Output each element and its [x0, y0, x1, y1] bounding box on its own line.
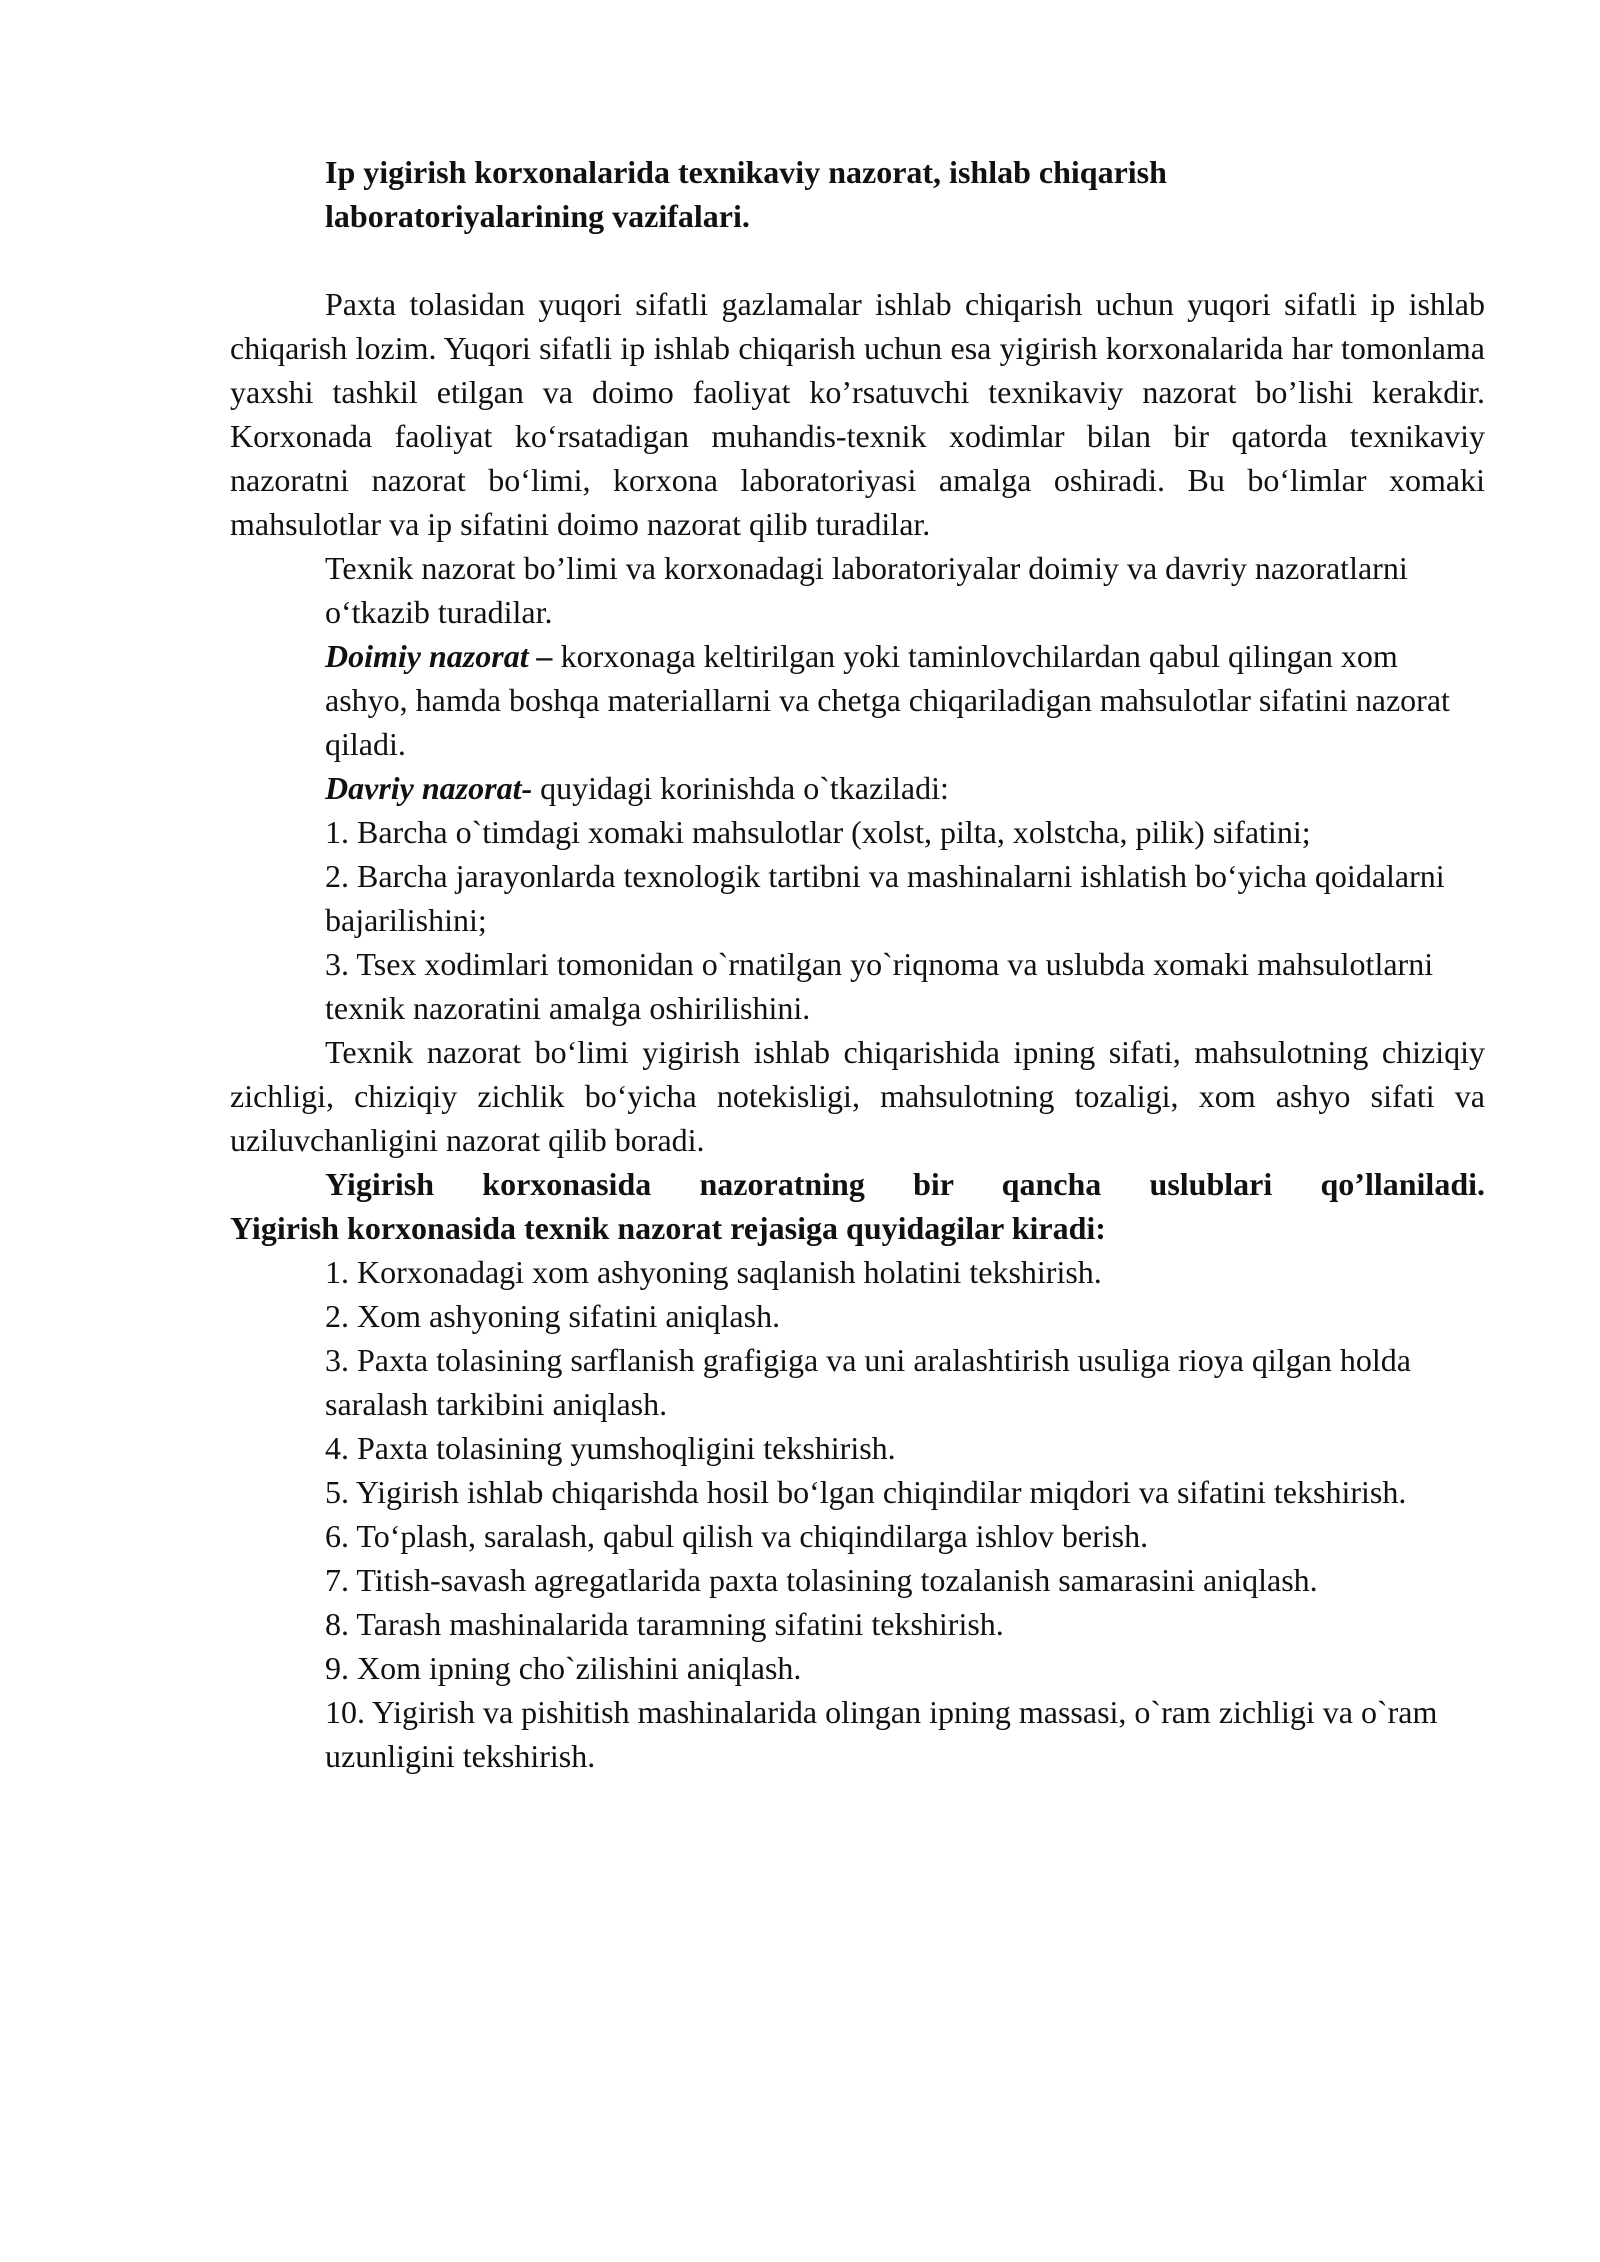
document-page — [230, 150, 1485, 1778]
constant-control-paragraph — [325, 634, 1485, 766]
plan-item: 2. Xom ashyoning sifatini aniqlash. — [325, 1298, 781, 1334]
periodic-control-paragraph — [325, 766, 1485, 810]
plan-item: 5. Yigirish ishlab chiqarishda hosil boʻlgan chiqindilar miqdori va sifatini tekshirish. — [325, 1474, 1407, 1510]
plan-item: 9. Xom ipning cho`zilishini aniqlash. — [325, 1650, 802, 1686]
periodic-item: 3. Tsex xodimlari tomonidan o`rnatilgan yo`riqnoma va uslubda xomaki mahsulotlarni texnik nazoratini amalga oshirilishini. — [325, 946, 1434, 1026]
spacer — [230, 238, 1485, 282]
plan-heading: Yigirish korxonasida texnik nazorat rejasiga quyidagilar kiradi: — [230, 1210, 1106, 1246]
intro-paragraph: Paxta tolasidan yuqori sifatli gazlamalar ishlab chiqarish uchun yuqori sifatli ip ishlab chiqarish lozim. Yuqori sifatli ip ishlab chiqarish uchun esa yigirish korxonalarida har tomonlama yaxshi tashkil etilgan va doimo faoliyat ko’rsatuvchi texnikaviy nazorat bo’lishi kerakdir. Korxonada faoliyat koʻrsatadigan muhandis-texnik xodimlar bilan bir qatorda texnikaviy nazoratni nazorat boʻlimi, korxona laboratoriyasi amalga oshiradi. Bu boʻlimlar xomaki mahsulotlar va ip sifatini doimo nazorat qilib turadilar. — [230, 286, 1485, 542]
constant-control-text: korxonaga keltirilgan yoki taminlovchilardan qabul qilingan xom ashyo, hamda boshqa materiallarni va chetga chiqariladigan mahsulotlar sifatini nazorat qiladi. — [325, 638, 1450, 762]
methods-heading: Yigirish korxonasida nazoratning bir qancha uslublari qo’llaniladi. — [325, 1166, 1485, 1202]
periodic-control-term: Davriy nazorat- — [325, 770, 533, 806]
constant-control-term: Doimiy nazorat – — [325, 638, 553, 674]
plan-item: 7. Titish-savash agregatlarida paxta tolasining tozalanish samarasini aniqlash. — [325, 1562, 1318, 1598]
department-paragraph: Texnik nazorat boʻlimi yigirish ishlab chiqarishida ipning sifati, mahsulotning chiziqiy zichligi, chiziqiy zichlik boʻyicha notekisligi, mahsulotning tozaligi, xom ashyo sifati va uziluvchanligini nazorat qilib boradi. — [230, 1034, 1485, 1158]
periodic-item: 1. Barcha o`timdagi xomaki mahsulotlar (xolst, pilta, xolstcha, pilik) sifatini; — [325, 814, 1311, 850]
periodic-control-text: quyidagi korinishda o`tkaziladi: — [532, 770, 949, 806]
document-title: Ip yigirish korxonalarida texnikaviy nazorat, ishlab chiqarish laboratoriyalarining vazifalari. — [325, 154, 1167, 234]
periodic-item: 2. Barcha jarayonlarda texnologik tartibni va mashinalarni ishlatish boʻyicha qoidalarni bajarilishini; — [325, 858, 1445, 938]
plan-item: 4. Paxta tolasining yumshoqligini tekshirish. — [325, 1430, 896, 1466]
tech-control-paragraph: Texnik nazorat bo’limi va korxonadagi laboratoriyalar doimiy va davriy nazoratlarni oʻtkazib turadilar. — [325, 550, 1408, 630]
plan-item: 1. Korxonadagi xom ashyoning saqlanish holatini tekshirish. — [325, 1254, 1102, 1290]
plan-item: 3. Paxta tolasining sarflanish grafigiga va uni aralashtirish usuliga rioya qilgan holda saralash tarkibini aniqlash. — [325, 1342, 1411, 1422]
plan-item: 8. Tarash mashinalarida taramning sifatini tekshirish. — [325, 1606, 1004, 1642]
plan-item: 6. Toʻplash, saralash, qabul qilish va chiqindilarga ishlov berish. — [325, 1518, 1149, 1554]
plan-item: 10. Yigirish va pishitish mashinalarida olingan ipning massasi, o`ram zichligi va o`ram uzunligini tekshirish. — [325, 1694, 1438, 1774]
